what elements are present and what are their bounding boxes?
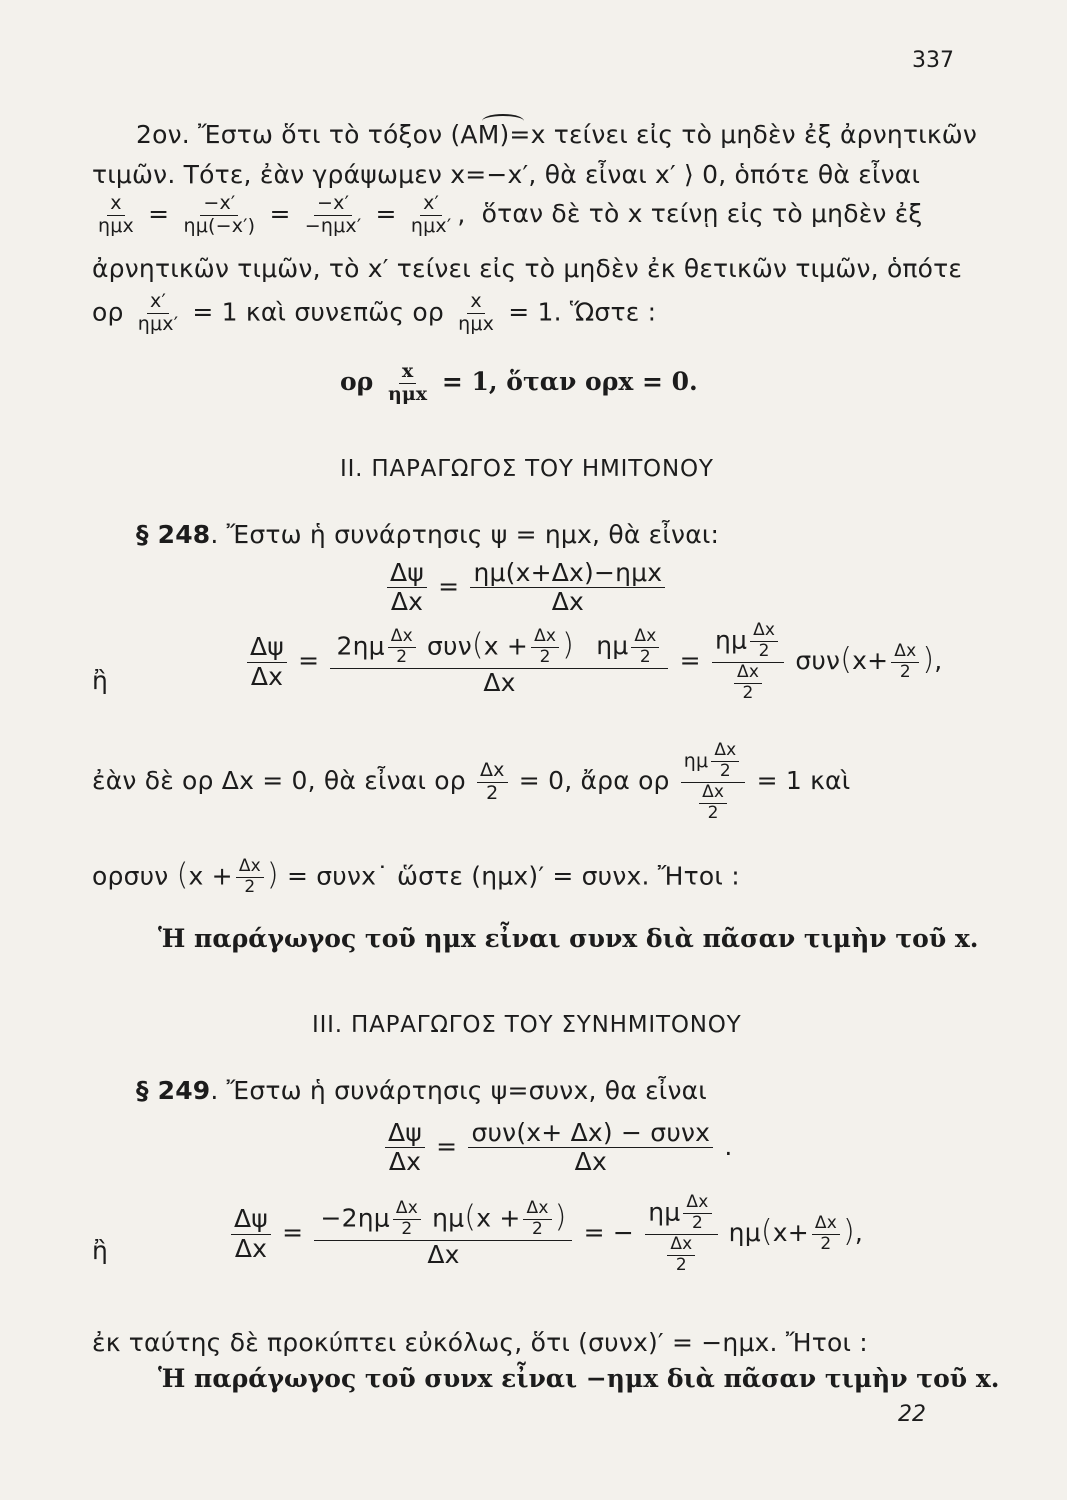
paragraph-line-5: ορ $\frac{x'}{\text{ημx′}}$ = 1 καὶ συνεπῶς ορ $\frac{x}{\text{ημx}}$ = 1. Ὥστε : [92,290,657,335]
paragraph-line-4: ἀρνητικῶν τιμῶν, τὸ x′ τείνει εἰς τὸ μηδὲν ἐκ θετικῶν τιμῶν, ὁπότε [92,254,963,283]
paragraph-line-1: 2ον. Ἔστω ὅτι τὸ τόξον (ΑΜ)=x τείνει εἰς τὸ μηδὲν ἐξ ἀρνητικῶν [136,120,978,149]
paragraph-line-3-tail: ὅταν δὲ τὸ x τείνῃ εἰς τὸ μηδὲν ἐξ [481,199,923,229]
fraction-chain: $\frac{x}{\text{ημx}}$ = $\frac{-x'}{\eta\mu(-x')}$ = $\frac{-x'}{\text{−ημx′}}$ = $\frac{x'}{\text{ημx′}}$ , ὅταν δὲ τὸ x τείνῃ εἰς τὸ μηδὲν ἐξ [92,194,923,237]
paragraph-line-2: τιμῶν. Τότε, ἐὰν γράψωμεν x=−x′, θὰ εἶναι x′ ⟩ 0, ὁπότε θὰ εἶναι [92,160,921,189]
section-248-intro: § 248. Ἔστω ἡ συνάρτησις ψ = ημx, θὰ εἶναι: [136,520,720,549]
fraction: $\frac{-x'}{\text{−ημx′}}$ [304,192,362,237]
equation-248-4: ορσυν (x + $\frac{\Delta x}{2}$ ) = συνx˙ ὥστε (ημx)′ = συνx. Ἤτοι : [92,856,740,897]
limit-rule: ορ $\frac{x}{\text{ημx}}$ = 1, ὅταν ορx = 0. [340,360,698,405]
arc-mark [482,114,524,128]
paragraph-249-final: ἐκ ταύτης δὲ προκύπτει εὐκόλως, ὅτι (συνx)′ = −ημx. Ἤτοι : [92,1328,868,1357]
footer-number: 22 [898,1402,926,1427]
equation-249-1: $\frac{\Delta\psi}{\Delta x}$ = $\frac{\text{συν(x+ Δx) − συνx}}{\Delta x}$ . [382,1120,732,1176]
eta-marker: ἢ [92,666,109,695]
equation-248-1: $\frac{\Delta\psi}{\Delta x}$ = $\frac{\text{ημ(x+Δx)−ημx}}{\Delta x}$ [384,560,668,616]
equation-249-2: $\frac{\Delta\psi}{\Delta x}$ = −2ημ $\frac{\Delta x}{2}$ ημ(x + $\frac{\Delta x}{2}$ ) Δx = − ημ $\frac{\Delta x}{2}$ $\frac{\Delta x}{2}$ ημ(x+ $\frac{\Delta x}{2}$ ), [228,1194,863,1274]
section-249-intro: § 249. Ἔστω ἡ συνάρτησις ψ=συνx, θα εἶναι [136,1076,707,1105]
equation-248-2: $\frac{\Delta\psi}{\Delta x}$ = 2ημ $\frac{\Delta x}{2}$ συν(x + $\frac{\Delta x}{2}$ ) ημ $\frac{\Delta x}{2}$ Δx = ημ $\frac{\Delta x}{2}$ $\frac{\Delta x}{2}$ συν(x+ $\frac{\Delta x}{2}$ ), [244,622,942,702]
fraction: $\frac{-x'}{\eta\mu(-x')}$ [183,192,256,237]
section-heading-cosine: III. ΠΑΡΑΓΩΓΟΣ ΤΟΥ ΣΥΝΗΜΙΤΟΝΟΥ [312,1012,742,1038]
rule-cosine-derivative: Ἡ παράγωγος τοῦ συνx εἶναι −ημx διὰ πᾶσαν τιμὴν τοῦ x. [158,1364,1000,1393]
fraction: $\frac{x'}{\text{ημx′}}$ [410,192,452,237]
rule-sine-derivative: Ἡ παράγωγος τοῦ ημx εἶναι συνx διὰ πᾶσαν τιμὴν τοῦ x. [158,924,979,953]
section-heading-sine: II. ΠΑΡΑΓΩΓΟΣ ΤΟΥ ΗΜΙΤΟΝΟΥ [340,456,714,482]
equation-248-3: ἐὰν δὲ ορ Δx = 0, θὰ εἶναι ορ $\frac{\Delta x}{2}$ = 0, ἄρα ορ ημ $\frac{\Delta x}{2}$ $\frac{\Delta x}{2}$ = 1 καὶ [92,740,851,823]
eta-marker: ἢ [92,1236,109,1265]
page-number: 337 [912,48,954,73]
fraction: $\frac{x}{\text{ημx}}$ [98,192,134,237]
